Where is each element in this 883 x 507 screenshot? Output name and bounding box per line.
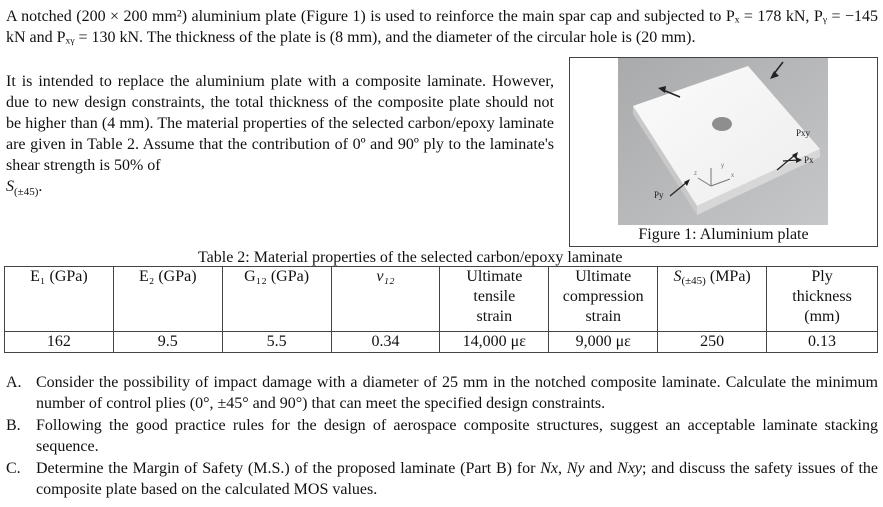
header-8-line-2: thickness [792,288,852,305]
header-ultimate-tensile-strain [440,267,549,332]
table-values-row [5,332,878,353]
question-c-sep1: , [557,460,567,477]
header-8-line-3: (mm) [804,308,840,325]
figure-1 [569,57,878,247]
axis-z-label: z [694,171,697,177]
aluminium-plate-image [570,58,877,225]
axis-y-label: y [721,163,724,169]
header-s45-subscript: (±45) [681,275,706,287]
header-ultimate-compression-strain [549,267,658,332]
s45-symbol: S [6,178,14,195]
axis-x-label: x [731,173,734,179]
header-5-line-1: Ultimate [466,268,523,285]
question-c [6,458,878,500]
value-e1: 162 [5,332,114,353]
question-a-marker: A. [6,374,22,391]
question-a-text: Consider the possibility of impact damage with a diameter of 25 mm in the notched composite laminate. Calculate the minimum number of control plies (0°, ±45° and 90°) that can meet the specified design constraints. [36,374,878,412]
nu12-symbol: ν₁₂ [376,268,395,285]
material-properties-table [4,266,878,353]
header-ply-thickness [767,267,878,332]
header-6-line-2: compression [562,288,644,305]
value-tensile-strain: 14,000 με [440,332,549,353]
question-b-text: Following the good practice rules for the design of aerospace composite structures, suggest an acceptable laminate stacking sequence. [36,417,878,455]
table-caption: Table 2: Material properties of the selected carbon/epoxy laminate [198,249,623,266]
question-a [6,372,878,414]
question-c-sep2: and [584,460,618,477]
header-e2: E₂ (GPa) [113,267,222,332]
nxy-symbol: Nxy [617,460,643,477]
question-c-pre: Determine the Margin of Safety (M.S.) of the proposed laminate (Part B) for [36,460,541,477]
question-c-post: ; and discuss the safety issues of the composite plate based on the calculated MOS values. [36,460,879,498]
value-ply-thickness: 0.13 [767,332,878,353]
value-s45: 250 [658,332,767,353]
value-nu12: 0.34 [331,332,440,353]
nx-symbol: Nx [540,460,558,477]
question-b [6,415,878,457]
value-e2: 9.5 [113,332,222,353]
hole-icon [712,117,732,131]
question-b-marker: B. [6,417,21,434]
replacement-text: It is intended to replace the aluminium plate with a composite laminate. However, due to new design constraints, the total thickness of the composite plate should not be higher than (4 mm). The material properties of the selected carbon/epoxy laminate are given in Table 2. Assume that the contribution of 0º and 90º ply to the laminate's shear strength is 50% of [6,73,554,174]
header-s45-symbol: S [673,268,682,285]
value-compression-strain: 9,000 με [549,332,658,353]
header-nu12 [331,267,440,332]
px-label: Px [804,155,814,165]
question-list [6,372,878,501]
header-s45 [658,267,767,332]
header-6-line-1: Ultimate [575,268,632,285]
value-g12: 5.5 [222,332,331,353]
header-g12: G₁₂ (GPa) [222,267,331,332]
pxy-label: Pxy [796,128,811,138]
replacement-paragraph [6,71,554,203]
intro-paragraph: A notched (200 × 200 mm²) aluminium plate (Figure 1) is used to reinforce the main spar cap and subjected to Pₓ = 178 kN, Pᵧ = −145 kN and Pₓᵧ = 130 kN. The thickness of the plate is (8 mm), and the diameter of the circular hole is (20 mm). [6,8,878,46]
header-6-line-3: strain [585,308,621,325]
header-5-line-3: strain [476,308,513,325]
header-5-line-2: tensile [473,288,516,305]
header-8-line-1: Ply [811,268,833,285]
question-c-marker: C. [6,460,21,477]
table-header-row [5,267,878,332]
figure-caption: Figure 1: Aluminium plate [638,226,809,243]
header-s45-unit: (MPa) [709,268,751,285]
ny-symbol: Ny [566,460,585,477]
py-label: Py [654,190,664,200]
s45-subscript: (±45) [14,186,39,198]
replacement-end: . [38,178,43,195]
header-e1: E₁ (GPa) [5,267,114,332]
